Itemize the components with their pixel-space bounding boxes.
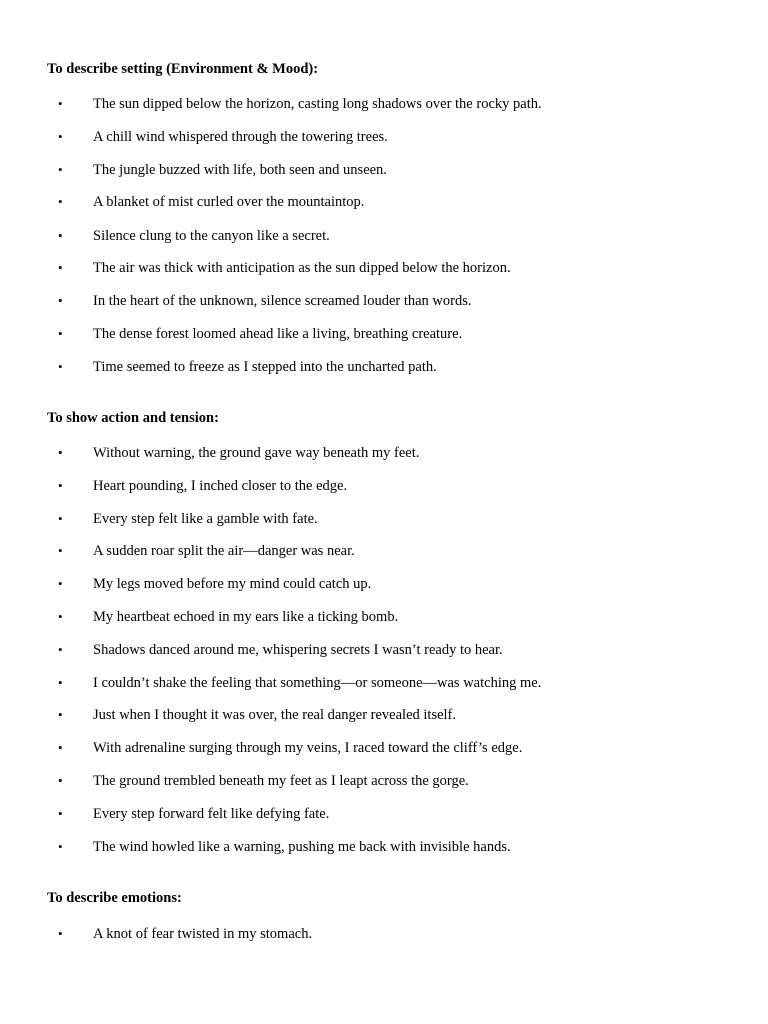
list-item: [0, 837, 760, 857]
bullet-icon: •: [58, 609, 63, 624]
list-item-text: The wind howled like a warning, pushing me back with invisible hands.: [93, 839, 511, 855]
list-item-text: In the heart of the unknown, silence screamed louder than words.: [93, 293, 472, 309]
list-item: [0, 541, 760, 561]
list-item: [0, 192, 760, 212]
list-item-text: The dense forest loomed ahead like a living, breathing creature.: [93, 326, 463, 342]
list-item: [0, 160, 760, 180]
list-item-text: I couldn’t shake the feeling that something—or someone—was watching me.: [93, 675, 542, 691]
list-item-text: My legs moved before my mind could catch up.: [93, 576, 372, 592]
bullet-icon: •: [58, 96, 63, 111]
bullet-icon: •: [58, 543, 63, 558]
section-heading-emotions: To describe emotions:: [47, 890, 182, 906]
bullet-icon: •: [58, 740, 63, 755]
list-item: [0, 258, 760, 278]
list-item: [0, 291, 760, 311]
bullet-icon: •: [58, 839, 63, 854]
bullet-icon: •: [58, 194, 63, 209]
bullet-icon: •: [58, 162, 63, 177]
list-item: [0, 705, 760, 725]
list-item: [0, 738, 760, 758]
list-item: [0, 94, 760, 114]
list-item-text: Just when I thought it was over, the real danger revealed itself.: [93, 707, 457, 723]
list-item: [0, 127, 760, 147]
bullet-icon: •: [58, 359, 63, 374]
bullet-icon: •: [58, 478, 63, 493]
list-item: [0, 509, 760, 529]
list-item: [0, 771, 760, 791]
list-item: [0, 924, 760, 944]
list-item-text: Without warning, the ground gave way beneath my feet.: [93, 445, 420, 461]
list-item-text: The sun dipped below the horizon, casting long shadows over the rocky path.: [93, 96, 542, 112]
bullet-icon: •: [58, 675, 63, 690]
list-item-text: With adrenaline surging through my veins, I raced toward the cliff’s edge.: [93, 740, 523, 756]
bullet-icon: •: [58, 926, 63, 941]
bullet-icon: •: [58, 642, 63, 657]
bullet-icon: •: [58, 326, 63, 341]
bullet-icon: •: [58, 445, 63, 460]
list-item-text: Every step felt like a gamble with fate.: [93, 511, 318, 527]
list-item-text: My heartbeat echoed in my ears like a ticking bomb.: [93, 609, 399, 625]
bullet-icon: •: [58, 228, 63, 243]
list-item-text: Silence clung to the canyon like a secret.: [93, 228, 330, 244]
list-item: [0, 607, 760, 627]
bullet-icon: •: [58, 806, 63, 821]
list-item-text: Shadows danced around me, whispering secrets I wasn’t ready to hear.: [93, 642, 503, 658]
section-heading-action: To show action and tension:: [47, 410, 219, 426]
list-item: [0, 640, 760, 660]
list-item: [0, 443, 760, 463]
list-item: [0, 804, 760, 824]
list-item: [0, 673, 760, 693]
bullet-icon: •: [58, 576, 63, 591]
list-item: [0, 357, 760, 377]
list-item-text: A sudden roar split the air—danger was near.: [93, 543, 355, 559]
section-heading-setting: To describe setting (Environment & Mood):: [47, 61, 319, 77]
bullet-icon: •: [58, 129, 63, 144]
list-item-text: A knot of fear twisted in my stomach.: [93, 926, 313, 942]
list-item-text: A blanket of mist curled over the mountaintop.: [93, 194, 365, 210]
list-item: [0, 574, 760, 594]
bullet-icon: •: [58, 293, 63, 308]
bullet-icon: •: [58, 707, 63, 722]
bullet-icon: •: [58, 511, 63, 526]
list-item-text: The jungle buzzed with life, both seen and unseen.: [93, 162, 387, 178]
list-item-text: The air was thick with anticipation as the sun dipped below the horizon.: [93, 260, 511, 276]
bullet-icon: •: [58, 260, 63, 275]
list-item: [0, 226, 760, 246]
list-item-text: A chill wind whispered through the towering trees.: [93, 129, 388, 145]
bullet-icon: •: [58, 773, 63, 788]
list-item-text: Time seemed to freeze as I stepped into the uncharted path.: [93, 359, 437, 375]
list-item-text: The ground trembled beneath my feet as I leapt across the gorge.: [93, 773, 469, 789]
list-item: [0, 324, 760, 344]
list-item-text: Heart pounding, I inched closer to the edge.: [93, 478, 348, 494]
list-item: [0, 476, 760, 496]
list-item-text: Every step forward felt like defying fate.: [93, 806, 330, 822]
